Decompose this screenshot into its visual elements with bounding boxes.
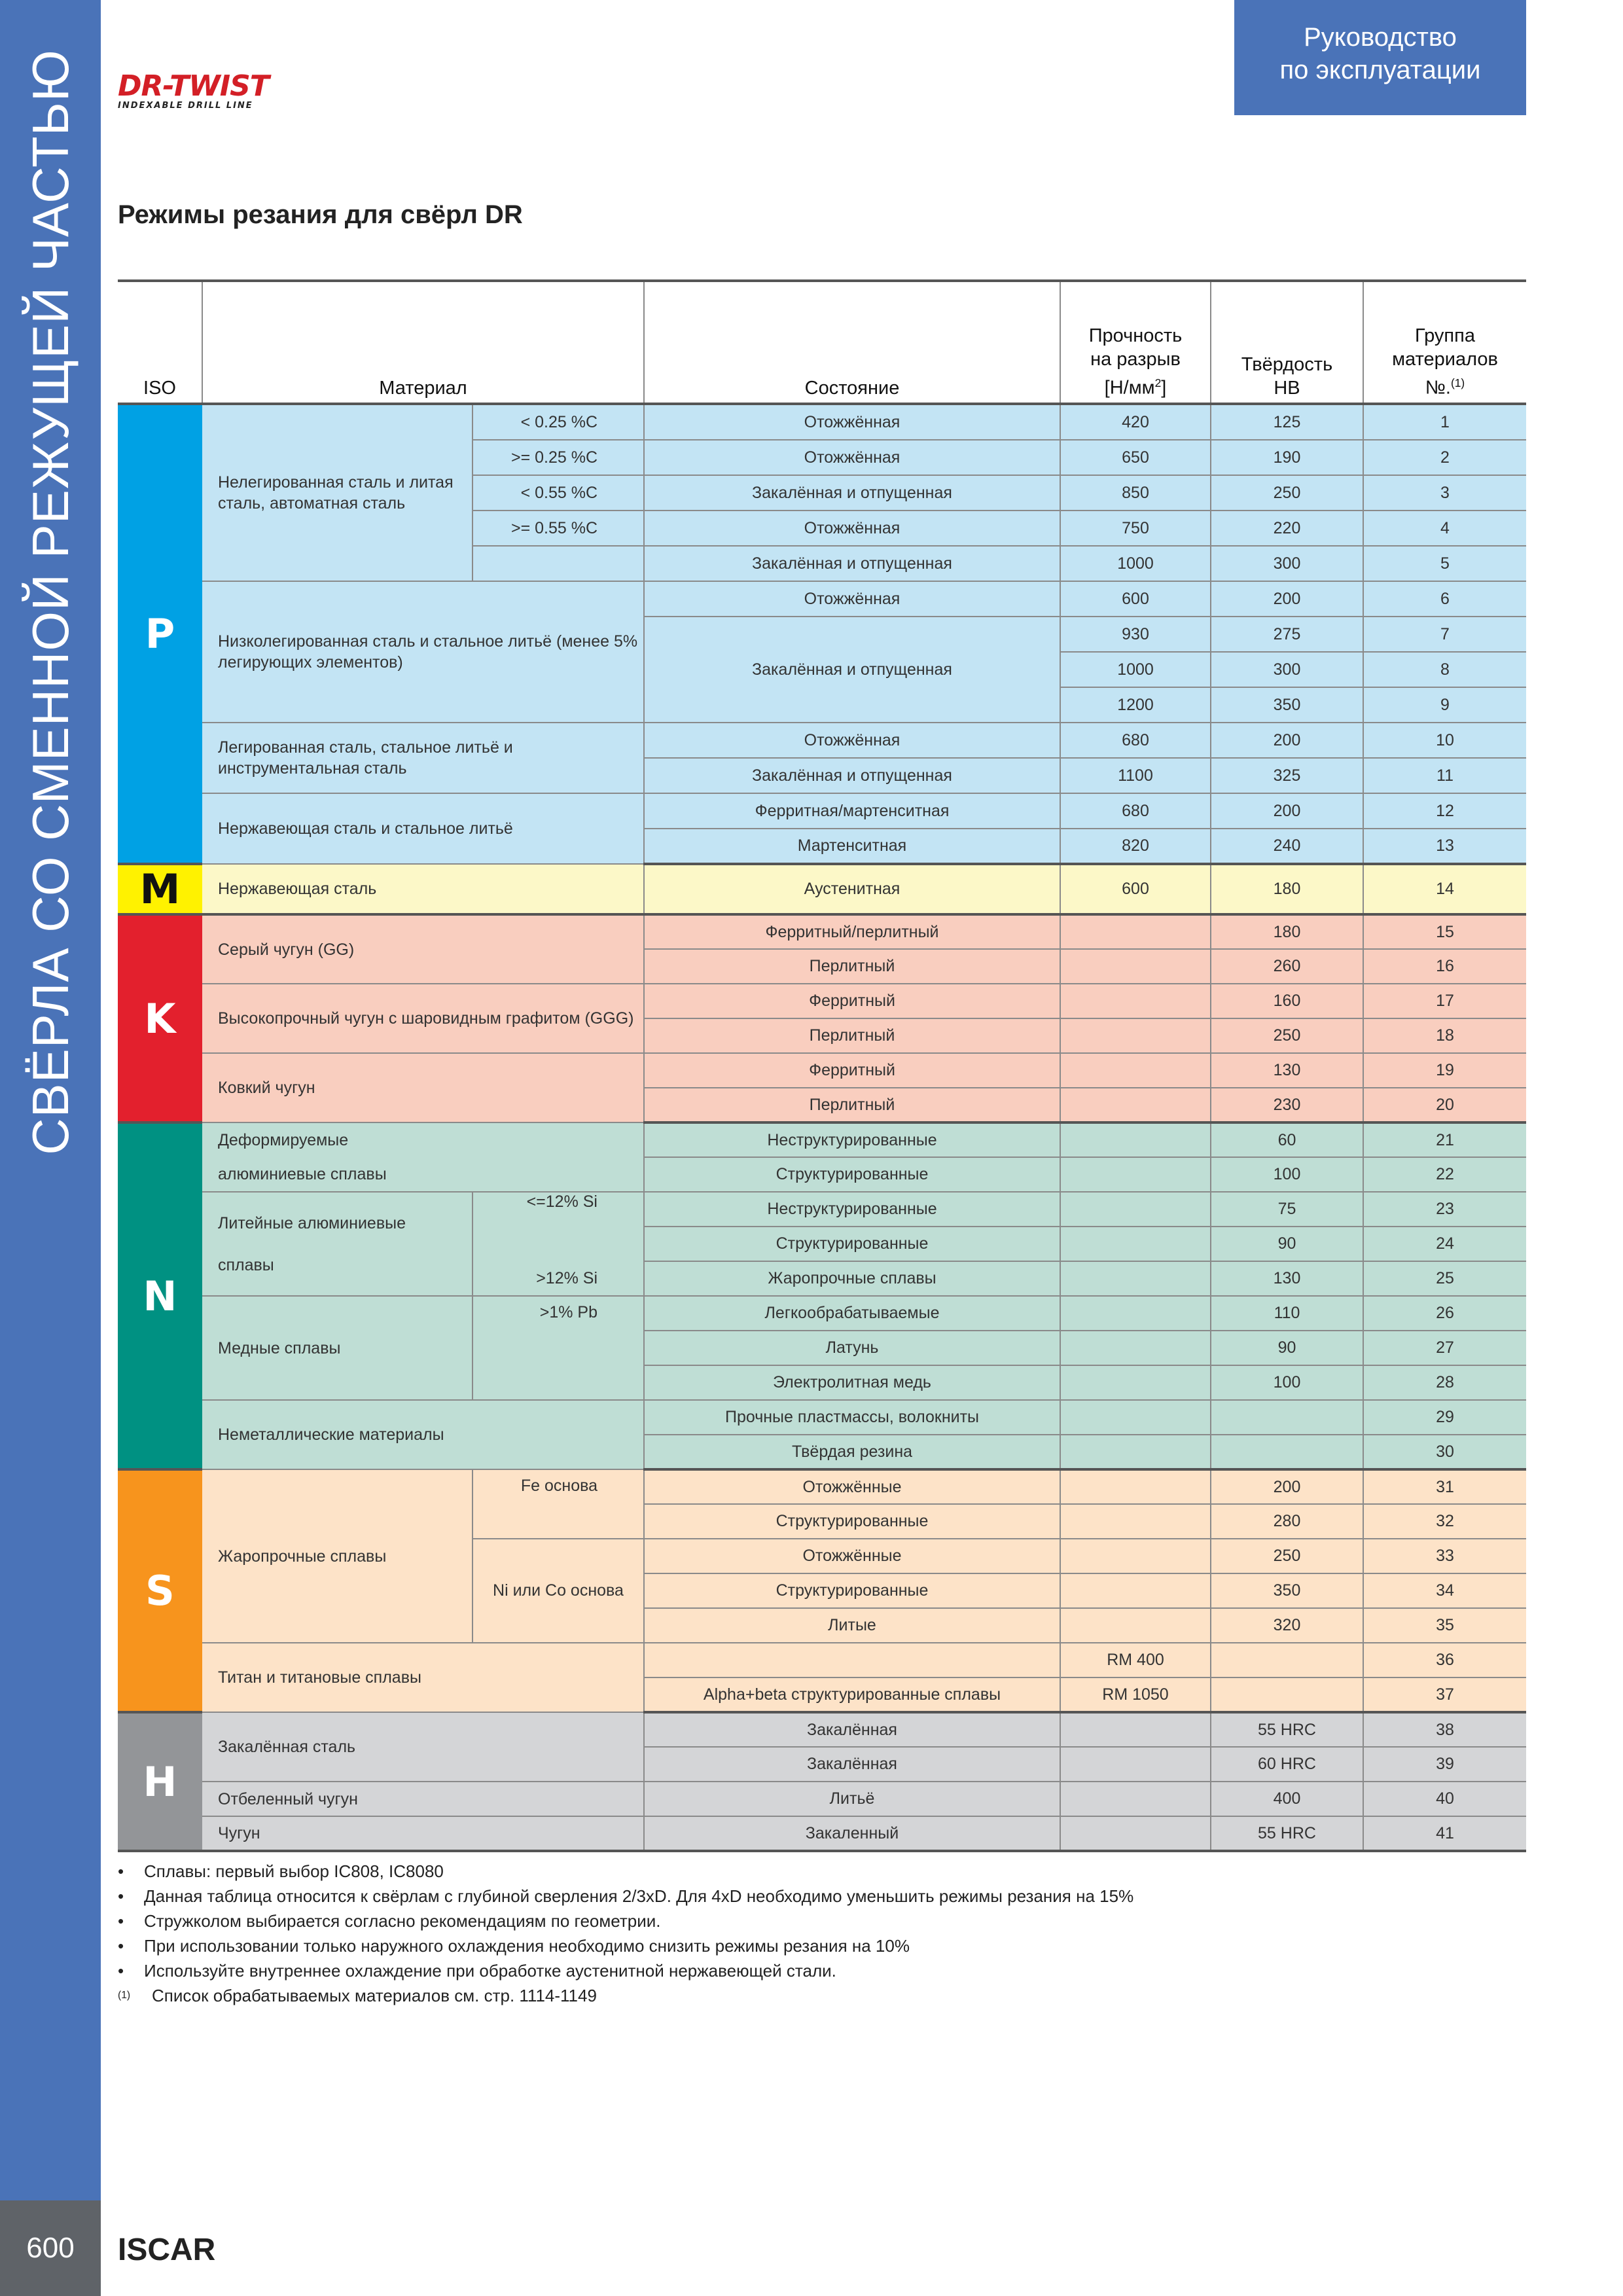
hardness-cell: 100	[1211, 1365, 1363, 1400]
hardness-cell	[1211, 1677, 1363, 1712]
strength-cell	[1060, 1816, 1211, 1851]
condition-cell: Структурированные	[644, 1573, 1060, 1608]
condition-cell: Прочные пластмассы, волокниты	[644, 1400, 1060, 1435]
hardness-cell: 55 HRC	[1211, 1712, 1363, 1747]
group-cell: 14	[1363, 864, 1526, 914]
condition-cell: Перлитный	[644, 949, 1060, 984]
table-row	[118, 723, 1526, 758]
hardness-cell: 400	[1211, 1782, 1363, 1816]
strength-cell: 1000	[1060, 546, 1211, 581]
strength-cell	[1060, 1296, 1211, 1331]
condition-cell: Структурированные	[644, 1504, 1060, 1539]
group-cell: 24	[1363, 1227, 1526, 1261]
strength-cell: 850	[1060, 475, 1211, 511]
table-row	[118, 864, 1526, 914]
group-cell: 25	[1363, 1261, 1526, 1296]
hardness-cell: 350	[1211, 1573, 1363, 1608]
group-cell: 10	[1363, 723, 1526, 758]
condition-cell: Alpha+beta структурированные сплавы	[644, 1677, 1060, 1712]
strength-cell	[1060, 984, 1211, 1018]
condition-cell: Структурированные	[644, 1157, 1060, 1192]
material-label: Нелегированная сталь и литая сталь, автоматная сталь	[202, 404, 473, 581]
condition-cell: Отожжённая	[644, 511, 1060, 546]
sub-label: < 0.25 %C	[473, 404, 644, 440]
notes	[118, 1859, 1525, 2008]
strength-cell	[1060, 1331, 1211, 1365]
hardness-cell: 250	[1211, 475, 1363, 511]
guide-line1: Руководство	[1304, 23, 1457, 52]
group-cell: 16	[1363, 949, 1526, 984]
strength-cell: 1100	[1060, 758, 1211, 793]
table-row	[118, 1712, 1526, 1747]
strength-cell: RM 400	[1060, 1643, 1211, 1677]
table-row	[118, 581, 1526, 617]
iso-k-label: K	[118, 914, 202, 1122]
table-row	[118, 1157, 1526, 1192]
group-cell: 31	[1363, 1469, 1526, 1504]
condition-cell: Твёрдая резина	[644, 1435, 1060, 1469]
strength-cell: 1000	[1060, 652, 1211, 687]
group-cell: 36	[1363, 1643, 1526, 1677]
strength-cell: 750	[1060, 511, 1211, 546]
sub-label: Fe основа	[473, 1469, 644, 1539]
header-material-group: Группа материалов №.$^{(1)}$	[1363, 281, 1526, 404]
condition-cell: Аустенитная	[644, 864, 1060, 914]
condition-cell: Перлитный	[644, 1018, 1060, 1053]
sub-label: < 0.55 %C	[473, 475, 644, 511]
strength-cell: 650	[1060, 440, 1211, 475]
material-label: Титан и титановые сплавы	[202, 1643, 644, 1712]
condition-cell: Перлитный	[644, 1088, 1060, 1122]
logo-name: DR-TWIST	[118, 69, 269, 103]
group-cell: 15	[1363, 914, 1526, 949]
table-row	[118, 1192, 1526, 1227]
iso-h-label: H	[118, 1712, 202, 1851]
guide-line2: по эксплуатации	[1279, 56, 1481, 84]
strength-cell	[1060, 1088, 1211, 1122]
group-cell: 12	[1363, 793, 1526, 829]
table-row	[118, 1816, 1526, 1851]
condition-cell: Отожжённые	[644, 1469, 1060, 1504]
group-cell: 6	[1363, 581, 1526, 617]
group-cell: 27	[1363, 1331, 1526, 1365]
strength-cell	[1060, 949, 1211, 984]
table-row	[118, 404, 1526, 440]
strength-cell	[1060, 1712, 1211, 1747]
group-cell: 17	[1363, 984, 1526, 1018]
group-cell: 1	[1363, 404, 1526, 440]
note-item: • Стружколом выбирается согласно рекомендациям по геометрии.	[118, 1911, 661, 1931]
condition-cell: Отожжённая	[644, 581, 1060, 617]
hardness-cell: 280	[1211, 1504, 1363, 1539]
hardness-cell: 240	[1211, 829, 1363, 864]
condition-cell: Закалённая и отпущенная	[644, 546, 1060, 581]
hardness-cell: 75	[1211, 1192, 1363, 1227]
hardness-cell: 200	[1211, 723, 1363, 758]
material-label: алюминиевые сплавы	[202, 1157, 644, 1192]
footnote: (1) Список обрабатываемых материалов см. стр. 1114-1149	[118, 1986, 597, 2005]
sub-label: >= 0.25 %C	[473, 440, 644, 475]
condition-cell: Отожжённая	[644, 440, 1060, 475]
strength-cell	[1060, 1782, 1211, 1816]
table-row	[118, 793, 1526, 829]
strength-cell	[1060, 1157, 1211, 1192]
sub-label: >1% Pb	[473, 1296, 644, 1400]
group-cell: 33	[1363, 1539, 1526, 1573]
material-label: Неметаллические материалы	[202, 1400, 644, 1469]
group-cell: 30	[1363, 1435, 1526, 1469]
strength-cell	[1060, 1261, 1211, 1296]
strength-cell	[1060, 1227, 1211, 1261]
strength-cell	[1060, 1469, 1211, 1504]
material-label: Легированная сталь, стальное литьё и инструментальная сталь	[202, 723, 644, 793]
hardness-cell: 300	[1211, 652, 1363, 687]
group-cell: 13	[1363, 829, 1526, 864]
strength-cell: 600	[1060, 581, 1211, 617]
condition-cell: Неструктурированные	[644, 1122, 1060, 1157]
material-label: Ковкий чугун	[202, 1053, 644, 1122]
condition-cell: Неструктурированные	[644, 1192, 1060, 1227]
material-label: Серый чугун (GG)	[202, 914, 644, 984]
group-cell: 40	[1363, 1782, 1526, 1816]
strength-cell	[1060, 1018, 1211, 1053]
hardness-cell: 110	[1211, 1296, 1363, 1331]
group-cell: 21	[1363, 1122, 1526, 1157]
strength-cell	[1060, 1435, 1211, 1469]
hardness-cell: 325	[1211, 758, 1363, 793]
sub-label: >= 0.55 %C	[473, 511, 644, 546]
hardness-cell: 220	[1211, 511, 1363, 546]
hardness-cell: 200	[1211, 793, 1363, 829]
condition-cell: Закалённая и отпущенная	[644, 758, 1060, 793]
sub-label: >12% Si	[473, 1261, 644, 1296]
material-label: Отбеленный чугун	[202, 1782, 644, 1816]
condition-cell: Закалённая	[644, 1747, 1060, 1782]
group-cell: 34	[1363, 1573, 1526, 1608]
table-row	[118, 1122, 1526, 1157]
iso-m-label: M	[118, 864, 202, 914]
group-cell: 39	[1363, 1747, 1526, 1782]
hardness-cell: 275	[1211, 617, 1363, 652]
strength-cell	[1060, 1747, 1211, 1782]
group-cell: 29	[1363, 1400, 1526, 1435]
group-cell: 2	[1363, 440, 1526, 475]
hardness-cell: 350	[1211, 687, 1363, 723]
hardness-cell	[1211, 1643, 1363, 1677]
condition-cell: Легкообрабатываемые	[644, 1296, 1060, 1331]
condition-cell: Структурированные	[644, 1227, 1060, 1261]
strength-cell: 820	[1060, 829, 1211, 864]
header-hardness: Твёрдость HB	[1211, 281, 1363, 404]
group-cell: 38	[1363, 1712, 1526, 1747]
hardness-cell: 180	[1211, 914, 1363, 949]
page-title: Режимы резания для свёрл DR	[118, 200, 523, 229]
group-cell: 11	[1363, 758, 1526, 793]
material-label: Закалённая сталь	[202, 1712, 644, 1782]
user-guide-badge	[1234, 0, 1526, 115]
group-cell: 5	[1363, 546, 1526, 581]
group-cell: 37	[1363, 1677, 1526, 1712]
iso-p-label: P	[118, 404, 202, 864]
table-row	[118, 1782, 1526, 1816]
group-cell: 3	[1363, 475, 1526, 511]
strength-cell: 1200	[1060, 687, 1211, 723]
hardness-cell: 250	[1211, 1539, 1363, 1573]
hardness-cell	[1211, 1435, 1363, 1469]
material-label: Медные сплавы	[202, 1296, 473, 1400]
strength-cell	[1060, 1539, 1211, 1573]
hardness-cell: 200	[1211, 1469, 1363, 1504]
strength-cell	[1060, 1365, 1211, 1400]
condition-cell: Ферритный/перлитный	[644, 914, 1060, 949]
condition-cell: Ферритный	[644, 984, 1060, 1018]
sub-label	[473, 546, 644, 581]
strength-cell	[1060, 1053, 1211, 1088]
group-cell: 18	[1363, 1018, 1526, 1053]
header-tensile-strength: Прочность на разрыв $[Н/мм^2]$	[1060, 281, 1211, 404]
material-label: Низколегированная сталь и стальное литьё (менее 5% легирующих элементов)	[202, 581, 644, 723]
note-item: • Используйте внутреннее охлаждение при обработке аустенитной нержавеющей стали.	[118, 1961, 836, 1981]
condition-cell	[644, 1643, 1060, 1677]
strength-cell	[1060, 1608, 1211, 1643]
sub-label: Ni или Co основа	[473, 1539, 644, 1643]
sidebar	[0, 0, 101, 2296]
condition-cell: Закалённая и отпущенная	[644, 475, 1060, 511]
hardness-cell: 60	[1211, 1122, 1363, 1157]
material-label: Жаропрочные сплавы	[202, 1469, 473, 1643]
condition-cell: Отожжённые	[644, 1539, 1060, 1573]
page-number: 600	[26, 2232, 75, 2264]
header-material: Материал	[202, 281, 644, 404]
hardness-cell: 190	[1211, 440, 1363, 475]
condition-cell: Ферритная/мартенситная	[644, 793, 1060, 829]
hardness-cell: 130	[1211, 1261, 1363, 1296]
group-cell: 26	[1363, 1296, 1526, 1331]
strength-cell	[1060, 1192, 1211, 1227]
table-row	[118, 984, 1526, 1018]
condition-cell: Мартенситная	[644, 829, 1060, 864]
condition-cell: Закаленный	[644, 1816, 1060, 1851]
sidebar-title: СВЁРЛА СО СМЕННОЙ РЕЖУЩЕЙ ЧАСТЬЮ	[22, 49, 79, 1155]
group-cell: 9	[1363, 687, 1526, 723]
logo-tagline: INDEXABLE DRILL LINE	[118, 101, 253, 111]
group-cell: 19	[1363, 1053, 1526, 1088]
strength-cell	[1060, 1573, 1211, 1608]
cutting-conditions-table	[118, 279, 1526, 1852]
hardness-cell: 60 HRC	[1211, 1747, 1363, 1782]
table-row	[118, 1469, 1526, 1504]
hardness-cell: 130	[1211, 1053, 1363, 1088]
strength-cell: 600	[1060, 864, 1211, 914]
strength-cell	[1060, 914, 1211, 949]
group-cell: 4	[1363, 511, 1526, 546]
hardness-cell: 260	[1211, 949, 1363, 984]
strength-cell: RM 1050	[1060, 1677, 1211, 1712]
hardness-cell: 55 HRC	[1211, 1816, 1363, 1851]
header-condition: Состояние	[644, 281, 1060, 404]
sub-label: <=12% Si	[473, 1192, 644, 1227]
material-label: Деформируемые	[202, 1122, 644, 1157]
material-label: Литейные алюминиевые сплавы	[202, 1192, 473, 1296]
iscar-brand: ISCAR	[118, 2233, 216, 2267]
condition-cell: Отожжённая	[644, 404, 1060, 440]
group-cell: 8	[1363, 652, 1526, 687]
note-item: • Сплавы: первый выбор IC808, IC8080	[118, 1861, 444, 1881]
table-row	[118, 1296, 1526, 1331]
strength-cell: 680	[1060, 723, 1211, 758]
hardness-cell: 100	[1211, 1157, 1363, 1192]
condition-cell: Литьё	[644, 1782, 1060, 1816]
condition-cell: Закалённая и отпущенная	[644, 617, 1060, 723]
condition-cell: Закалённая	[644, 1712, 1060, 1747]
strength-cell: 930	[1060, 617, 1211, 652]
hardness-cell: 200	[1211, 581, 1363, 617]
strength-cell	[1060, 1504, 1211, 1539]
group-cell: 28	[1363, 1365, 1526, 1400]
dr-twist-logo	[118, 69, 275, 111]
strength-cell	[1060, 1122, 1211, 1157]
group-cell: 35	[1363, 1608, 1526, 1643]
iso-s-label: S	[118, 1469, 202, 1712]
table-row	[118, 914, 1526, 949]
material-label: Нержавеющая сталь и стальное литьё	[202, 793, 644, 864]
condition-cell: Жаропрочные сплавы	[644, 1261, 1060, 1296]
sub-label	[473, 1227, 644, 1261]
material-label: Высокопрочный чугун с шаровидным графитом (GGG)	[202, 984, 644, 1053]
table-header-row	[118, 281, 1526, 404]
strength-cell	[1060, 1400, 1211, 1435]
hardness-cell: 90	[1211, 1227, 1363, 1261]
group-cell: 41	[1363, 1816, 1526, 1851]
material-label: Нержавеющая сталь	[202, 864, 644, 914]
hardness-cell: 160	[1211, 984, 1363, 1018]
strength-cell: 680	[1060, 793, 1211, 829]
condition-cell: Отожжённая	[644, 723, 1060, 758]
table-row	[118, 1400, 1526, 1435]
condition-cell: Литые	[644, 1608, 1060, 1643]
hardness-cell: 180	[1211, 864, 1363, 914]
condition-cell: Ферритный	[644, 1053, 1060, 1088]
group-cell: 22	[1363, 1157, 1526, 1192]
table-row	[118, 1053, 1526, 1088]
hardness-cell: 125	[1211, 404, 1363, 440]
table-row	[118, 1643, 1526, 1677]
header-iso: ISO	[118, 281, 202, 404]
hardness-cell	[1211, 1400, 1363, 1435]
hardness-cell: 300	[1211, 546, 1363, 581]
material-label: Чугун	[202, 1816, 644, 1851]
group-cell: 32	[1363, 1504, 1526, 1539]
condition-cell: Латунь	[644, 1331, 1060, 1365]
iso-n-label: N	[118, 1122, 202, 1469]
note-item: • Данная таблица относится к свёрлам с глубиной сверления 2/3xD. Для 4xD необходимо уменьшить режимы резания на 15%	[118, 1886, 1134, 1906]
hardness-cell: 90	[1211, 1331, 1363, 1365]
hardness-cell: 230	[1211, 1088, 1363, 1122]
group-cell: 7	[1363, 617, 1526, 652]
group-cell: 20	[1363, 1088, 1526, 1122]
group-cell: 23	[1363, 1192, 1526, 1227]
note-item: • При использовании только наружного охлаждения необходимо снизить режимы резания на 10%	[118, 1936, 910, 1956]
strength-cell: 420	[1060, 404, 1211, 440]
condition-cell: Электролитная медь	[644, 1365, 1060, 1400]
hardness-cell: 250	[1211, 1018, 1363, 1053]
hardness-cell: 320	[1211, 1608, 1363, 1643]
